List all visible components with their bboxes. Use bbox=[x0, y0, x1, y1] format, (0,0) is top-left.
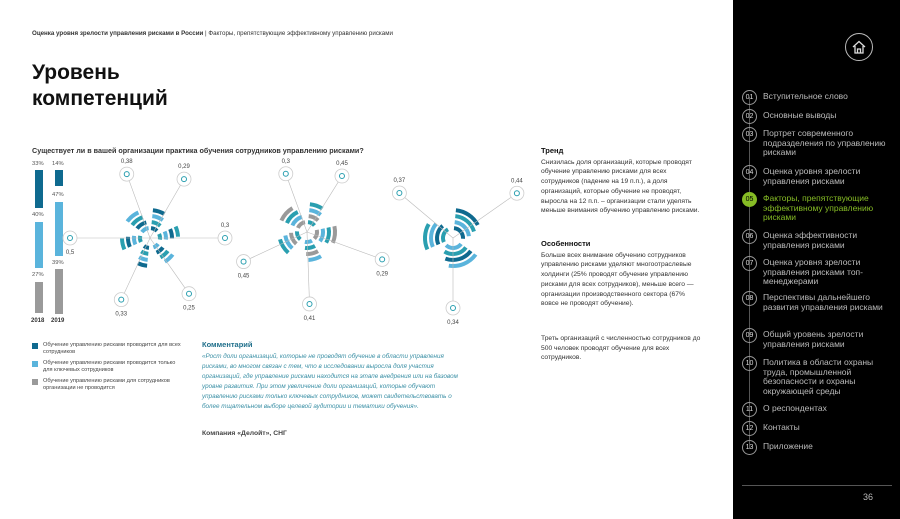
bar-label-2019-none: 39% bbox=[52, 260, 64, 266]
radial-segment bbox=[153, 210, 165, 214]
radial-segment bbox=[333, 226, 335, 243]
radial-segment bbox=[170, 229, 172, 238]
radial-value-label: 0,25 bbox=[183, 305, 195, 312]
radial-segment bbox=[128, 237, 130, 247]
nav-item-06[interactable] bbox=[742, 229, 892, 250]
legend-swatch-none bbox=[32, 379, 38, 385]
radial-segment bbox=[326, 227, 329, 242]
bar-label-2019-key: 47% bbox=[52, 192, 64, 198]
radial-value-label: 0,33 bbox=[115, 311, 128, 318]
nav-label: Перспективы дальнейшего развития управления рисками bbox=[763, 292, 883, 312]
radial-value-label: 0,38 bbox=[120, 159, 133, 166]
bar-label-2018-key: 40% bbox=[32, 212, 44, 218]
footer-divider bbox=[742, 485, 892, 486]
nav-label: Оценка уровня зрелости управления рисками топ-менеджерами bbox=[763, 257, 863, 286]
radial-spoke bbox=[307, 232, 382, 259]
radial-segment bbox=[425, 224, 429, 249]
legend-item bbox=[32, 342, 182, 356]
trend-heading: Тренд bbox=[541, 146, 564, 155]
nav-number: 07 bbox=[742, 256, 757, 271]
nav-label: О респондентах bbox=[763, 403, 827, 413]
bar-2018-all bbox=[35, 170, 43, 208]
bar-label-2018-none: 27% bbox=[32, 272, 44, 278]
legend-label: Обучение управлению рисками для сотрудников организации не проводится bbox=[43, 378, 170, 391]
radial-value-label: 0,29 bbox=[178, 164, 190, 171]
radial-value-label: 0,3 bbox=[281, 158, 290, 165]
bar-2019-none bbox=[55, 269, 63, 314]
comment-text: «Рост доли организаций, которые не проводят обучение в области управления рисками, во многом связан с тем, что в исследовании выросла доля участия организаций, где управление рисками находится на этапе внедрения или на базовом уровне развития. При этом увеличение доли организаций, которые обучают управлению рисками только ключевых сотрудников, может свидетельствовать о более тщательном выборе целевой аудитории и тематики обучения». bbox=[202, 353, 459, 410]
report-header bbox=[32, 30, 393, 37]
nav-number: 06 bbox=[742, 229, 757, 244]
radial-segment bbox=[141, 251, 148, 254]
nav-item-09[interactable] bbox=[742, 328, 892, 349]
industry-node-icon bbox=[182, 287, 196, 301]
radial-value-label: 0,29 bbox=[376, 271, 389, 278]
radial-spoke bbox=[244, 232, 307, 262]
nav-number: 05 bbox=[742, 192, 757, 207]
radial-segment bbox=[305, 241, 312, 242]
nav-number: 02 bbox=[742, 109, 757, 124]
radial-segment bbox=[314, 230, 317, 239]
nav-item-05[interactable] bbox=[742, 192, 892, 223]
industry-node-icon bbox=[510, 186, 524, 200]
trend-block bbox=[541, 146, 701, 216]
nav-number: 03 bbox=[742, 127, 757, 142]
industry-node-icon bbox=[114, 293, 128, 307]
radial-segment bbox=[320, 229, 323, 242]
radial-value-label: 0,41 bbox=[303, 315, 316, 322]
nav-item-04[interactable] bbox=[742, 165, 892, 186]
home-icon bbox=[851, 39, 867, 55]
radial-value-label: 0,45 bbox=[237, 273, 250, 280]
bar-2018-none bbox=[35, 282, 43, 313]
legend-swatch-key bbox=[32, 361, 38, 367]
bar-2018-key bbox=[35, 222, 43, 268]
radial-segment bbox=[309, 256, 322, 260]
nav-label: Общий уровень зрелости управления рисками bbox=[763, 329, 864, 349]
legend bbox=[32, 342, 182, 396]
bar-year-2018: 2018 bbox=[31, 318, 45, 324]
legend-item bbox=[32, 360, 182, 374]
nav-label: Портрет современного подразделения по управлению рисками bbox=[763, 128, 886, 157]
radial-value-label: 0,3 bbox=[220, 223, 230, 229]
nav-item-08[interactable] bbox=[742, 291, 892, 312]
radial-spoke bbox=[150, 238, 189, 294]
radial-segment bbox=[176, 227, 178, 237]
radial-value-label: 0,34 bbox=[447, 320, 459, 326]
radial-value-label: 0,5 bbox=[65, 250, 75, 256]
radial-segment bbox=[305, 246, 315, 248]
radial-segment bbox=[153, 244, 158, 248]
industry-node-icon bbox=[120, 167, 134, 181]
features-heading: Особенности bbox=[541, 239, 591, 248]
nav-label: Факторы, препятствующие эффективному управлению рисками bbox=[763, 193, 874, 222]
nav-label: Вступительное слово bbox=[763, 91, 848, 101]
nav-label: Контакты bbox=[763, 422, 800, 432]
nav-number: 04 bbox=[742, 165, 757, 180]
industry-node-icon bbox=[335, 169, 349, 183]
nav-item-01[interactable] bbox=[742, 90, 892, 105]
nav-number: 13 bbox=[742, 440, 757, 455]
industry-node-icon bbox=[392, 186, 406, 200]
industry-node-icon bbox=[279, 167, 293, 181]
report-title: Оценка уровня зрелости управления рисками в России bbox=[32, 30, 204, 37]
industry-node-icon bbox=[177, 172, 191, 186]
page-number: 36 bbox=[863, 492, 874, 502]
radial-value-label: 0,44 bbox=[511, 178, 523, 185]
radial-segment bbox=[159, 234, 160, 240]
radial-segment bbox=[134, 236, 135, 245]
radial-segment bbox=[310, 204, 323, 208]
comment-heading: Комментарий bbox=[202, 340, 253, 349]
industry-node-icon bbox=[446, 301, 460, 315]
page-title: Уровень компетенций bbox=[32, 61, 168, 110]
nav-item-02[interactable] bbox=[742, 109, 892, 124]
nav-number: 12 bbox=[742, 421, 757, 436]
year-bars bbox=[30, 160, 80, 330]
radial-value-label: 0,37 bbox=[393, 178, 406, 185]
nav-item-03[interactable] bbox=[742, 127, 892, 158]
nav-label: Оценка эффективности управления рисками bbox=[763, 230, 858, 250]
radial-segment bbox=[144, 246, 149, 248]
radial-segment bbox=[443, 229, 448, 242]
comment-author: Компания «Делойт», СНГ bbox=[202, 430, 287, 437]
nav-number: 10 bbox=[742, 356, 757, 371]
radial-segment bbox=[446, 244, 461, 248]
nav-number: 01 bbox=[742, 90, 757, 105]
industry-node-icon bbox=[303, 297, 317, 311]
nav-item-13[interactable] bbox=[742, 440, 892, 455]
nav-label: Приложение bbox=[763, 441, 813, 451]
trend-text: Снизилась доля организаций, которые проводят обучение управлению рисками для всех сотрудников (падение на 19 п.п.), а доля организаций, которые обучение не проводят, выросла на 12 п.п. – организации стали уделять меньше внимания обучению управлению рисками. bbox=[541, 158, 700, 215]
radial-spoke bbox=[453, 193, 517, 238]
bar-year-2019: 2019 bbox=[51, 318, 65, 324]
radial-value-label: 0,45 bbox=[336, 161, 348, 168]
nav-number: 11 bbox=[742, 402, 757, 417]
bar-2019-all bbox=[55, 170, 63, 186]
section-title: Факторы, препятствующие эффективному управлению рисками bbox=[208, 30, 393, 37]
nav-item-07[interactable] bbox=[742, 256, 892, 287]
nav-label: Оценка уровня зрелости управления рисками bbox=[763, 166, 861, 186]
industry-node-icon bbox=[63, 231, 77, 245]
bar-label-2019-all: 14% bbox=[52, 161, 64, 167]
home-button[interactable] bbox=[845, 33, 873, 61]
nav-item-10[interactable] bbox=[742, 356, 892, 396]
radial-segment bbox=[140, 236, 141, 242]
extra-block bbox=[541, 334, 701, 363]
nav-item-12[interactable] bbox=[742, 421, 892, 436]
extra-text: Треть организаций с численностью сотрудников до 500 человек проводят обучение для всех сотрудников. bbox=[541, 335, 701, 362]
bar-label-2018-all: 33% bbox=[32, 161, 44, 167]
legend-label: Обучение управлению рисками проводится для всех сотрудников bbox=[43, 342, 181, 355]
industry-node-icon bbox=[237, 255, 251, 269]
nav-label: Политика в области охраны труда, промышленной безопасности и охраны окружающей среды bbox=[763, 357, 874, 396]
radial-segment bbox=[122, 239, 124, 250]
industry-node-icon bbox=[218, 231, 232, 245]
survey-question: Существует ли в вашей организации практика обучения сотрудников управлению рисками? bbox=[32, 146, 364, 155]
nav-number: 09 bbox=[742, 328, 757, 343]
industry-node-icon bbox=[375, 252, 389, 266]
nav-number: 08 bbox=[742, 291, 757, 306]
radial-charts bbox=[65, 158, 530, 330]
nav-item-11[interactable] bbox=[742, 402, 892, 417]
features-block bbox=[541, 239, 701, 309]
header-separator: | bbox=[203, 30, 209, 37]
features-text: Больше всех внимание обучению сотрудников управлению рисками уделяют многоотраслевые холдинги (25% проводят обучение управлению рисками для всех сотрудников), меньше всего — организации производственного сектора (67% вовсе не проводят обучение). bbox=[541, 251, 694, 308]
nav-label: Основные выводы bbox=[763, 110, 837, 120]
legend-swatch-all bbox=[32, 343, 38, 349]
radial-segment bbox=[138, 263, 147, 266]
legend-label: Обучение управлению рисками проводится только для ключевых сотрудников bbox=[43, 360, 176, 373]
bar-2019-key bbox=[55, 202, 63, 256]
legend-item bbox=[32, 378, 182, 392]
radial-segment bbox=[165, 232, 166, 240]
